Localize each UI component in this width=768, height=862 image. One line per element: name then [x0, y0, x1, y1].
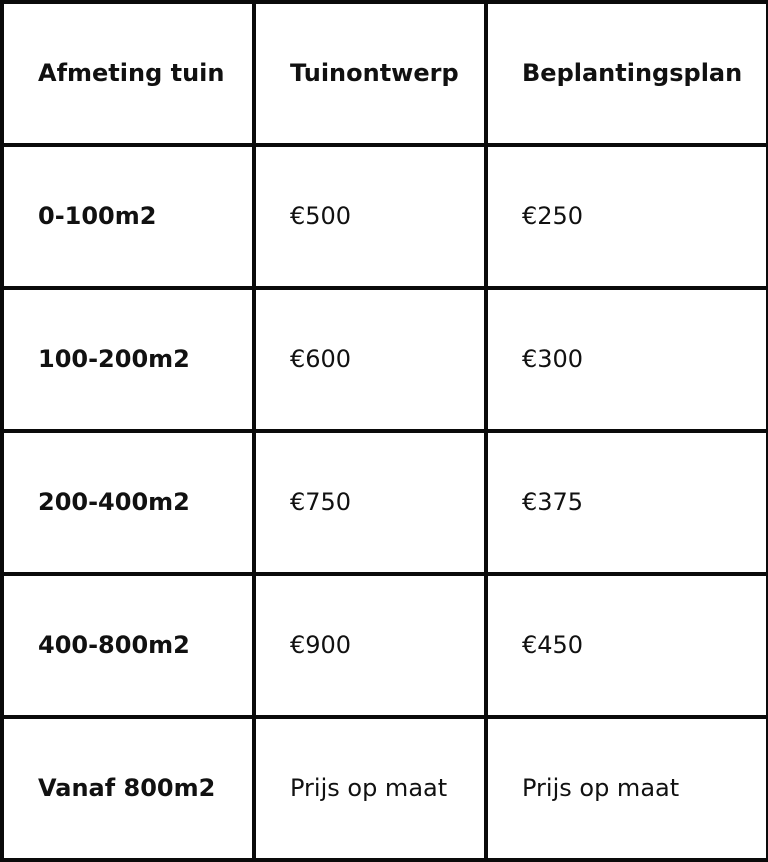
design-price-cell: €900	[254, 574, 486, 717]
garden-size-cell: 0-100m2	[2, 145, 254, 288]
planting-price-cell: €375	[486, 431, 768, 574]
table-row	[2, 288, 768, 431]
garden-size-cell: Vanaf 800m2	[2, 717, 254, 860]
garden-size-cell: 400-800m2	[2, 574, 254, 717]
table-row	[2, 431, 768, 574]
table-row	[2, 145, 768, 288]
planting-price-cell: €250	[486, 145, 768, 288]
design-price-cell: €750	[254, 431, 486, 574]
table-row	[2, 574, 768, 717]
header-garden-design: Tuinontwerp	[254, 2, 486, 145]
garden-size-cell: 200-400m2	[2, 431, 254, 574]
planting-price-cell: Prijs op maat	[486, 717, 768, 860]
design-price-cell: Prijs op maat	[254, 717, 486, 860]
garden-size-cell: 100-200m2	[2, 288, 254, 431]
header-garden-size: Afmeting tuin	[2, 2, 254, 145]
planting-price-cell: €450	[486, 574, 768, 717]
table-header-row	[2, 2, 768, 145]
header-planting-plan: Beplantingsplan	[486, 2, 768, 145]
table-row	[2, 717, 768, 860]
planting-price-cell: €300	[486, 288, 768, 431]
design-price-cell: €600	[254, 288, 486, 431]
design-price-cell: €500	[254, 145, 486, 288]
